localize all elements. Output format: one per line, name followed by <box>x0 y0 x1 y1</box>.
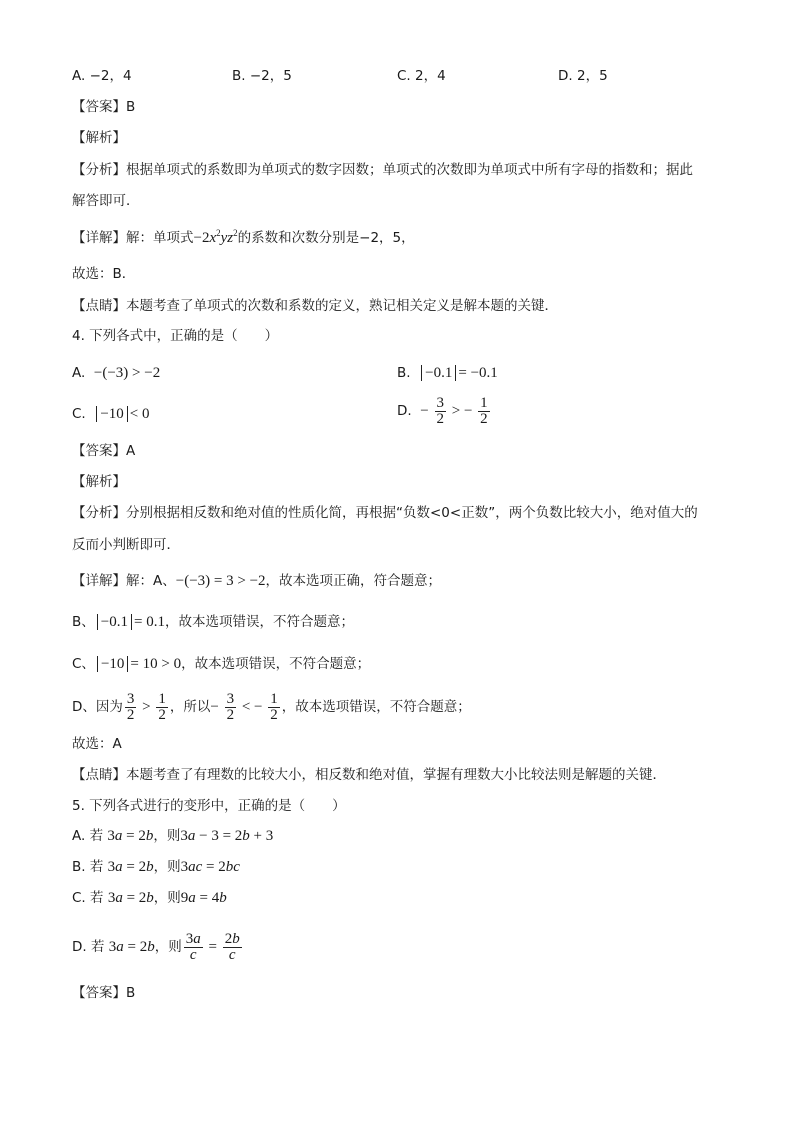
q5-option-c-label: C. 若 <box>72 890 104 906</box>
q4-option-d: D. − $\frac{3}{2}$ > − $\frac{1}{2}$ <box>397 395 488 427</box>
q4-analysis-line2: 反而小判断即可． <box>72 537 180 553</box>
q4-answer: 【答案】A <box>72 443 136 459</box>
q5-option-d-then: ，则 <box>154 938 182 955</box>
q5-option-b-then: ，则 <box>153 859 181 875</box>
q3-detail <box>72 228 415 248</box>
q3-comment: 【点睛】本题考查了单项式的次数和系数的定义，熟记相关定义是解本题的关键． <box>72 298 558 314</box>
q5-option-a: A. 若 3a = 2b，则3a − 3 = 2b + 3 <box>72 828 274 844</box>
q5-option-d-label: D. 若 <box>72 938 105 955</box>
q4-comment: 【点睛】本题考查了有理数的比较大小，相反数和绝对值，掌握有理数大小比较法则是解题的关键． <box>72 767 666 783</box>
q3-detail-prefix: 【详解】解：单项式 <box>72 230 194 246</box>
q4-choose: 故选：A <box>72 736 122 752</box>
q4-option-b: B. −0.1 = −0.1 <box>397 365 498 381</box>
q5-option-b: B. 若 3a = 2b，则3ac = 2bc <box>72 859 240 875</box>
q5-option-c-then: ，则 <box>153 890 181 906</box>
q4-option-c: C. −10 < 0 <box>72 406 150 422</box>
q4-detail-a-suffix: ，故本选项正确，符合题意； <box>265 573 442 589</box>
q4-detail-c: C、 −10 = 10 > 0，故本选项错误，不符合题意； <box>72 656 371 672</box>
q3-choose: 故选：B． <box>72 266 136 282</box>
q4-title: 4. 下列各式中，正确的是（ ） <box>72 328 279 344</box>
q4-detail-a: 【详解】解：A、−(−3) = 3 > −2，故本选项正确，符合题意； <box>72 573 442 589</box>
q4-analysis-title: 【解析】 <box>72 474 126 490</box>
q3-option-a: A. −2，4 <box>72 68 132 84</box>
q4-detail-d-suffix: ，故本选项错误，不符合题意； <box>281 698 471 715</box>
q3-detail-suffix: 的系数和次数分别是−2，5， <box>237 230 415 246</box>
q4-detail-a-prefix: 【详解】解：A、 <box>72 573 176 589</box>
q4-detail-d: D、因为 $\frac{3}{2}$ > $\frac{1}{2}$ ，所以− $\frac{3}{2}$ < − $\frac{1}{2}$ ，故本选项错误，不符合题意； <box>72 691 471 723</box>
q5-option-a-then: ，则 <box>153 828 181 844</box>
q4-detail-b-prefix: B、 <box>72 614 95 630</box>
q4-detail-c-suffix: ，故本选项错误，不符合题意； <box>181 656 371 672</box>
q5-answer: 【答案】B <box>72 985 136 1001</box>
q4-detail-b-suffix: ，故本选项错误，不符合题意； <box>164 614 354 630</box>
q4-option-a: A. −(−3) > −2 <box>72 365 161 381</box>
q5-option-b-label: B. 若 <box>72 859 104 875</box>
q3-analysis-line1: 【分析】根据单项式的系数即为单项式的数字因数；单项式的次数即为单项式中所有字母的指数和；据此 <box>72 162 693 178</box>
q3-analysis-line2: 解答即可． <box>72 193 140 209</box>
q4-analysis-line1: 【分析】分别根据相反数和绝对值的性质化简，再根据“负数<0<正数”，两个负数比较大小，绝对值大的 <box>72 505 698 521</box>
q5-option-a-label: A. 若 <box>72 828 104 844</box>
q3-analysis-title: 【解析】 <box>72 130 126 146</box>
q3-answer: 【答案】B <box>72 99 136 115</box>
q5-title: 5. 下列各式进行的变形中，正确的是（ ） <box>72 798 346 814</box>
q4-detail-d-prefix: D、因为 <box>72 698 123 715</box>
q3-option-b: B. −2，5 <box>232 68 292 84</box>
q5-option-c: C. 若 3a = 2b，则9a = 4b <box>72 890 227 906</box>
q4-detail-d-mid: ，所以 <box>169 698 211 715</box>
q5-option-d: D. 若 3a = 2b，则 $\frac{3a}{c}$ = $\frac{2b}{c}$ <box>72 931 240 963</box>
q3-option-d: D. 2，5 <box>558 68 608 84</box>
q4-detail-b: B、 −0.1 = 0.1，故本选项错误，不符合题意； <box>72 614 354 630</box>
q4-detail-c-prefix: C、 <box>72 656 95 672</box>
q3-monomial: $-2x^2yz^2$ <box>193 228 238 246</box>
q3-option-c: C. 2，4 <box>397 68 446 84</box>
